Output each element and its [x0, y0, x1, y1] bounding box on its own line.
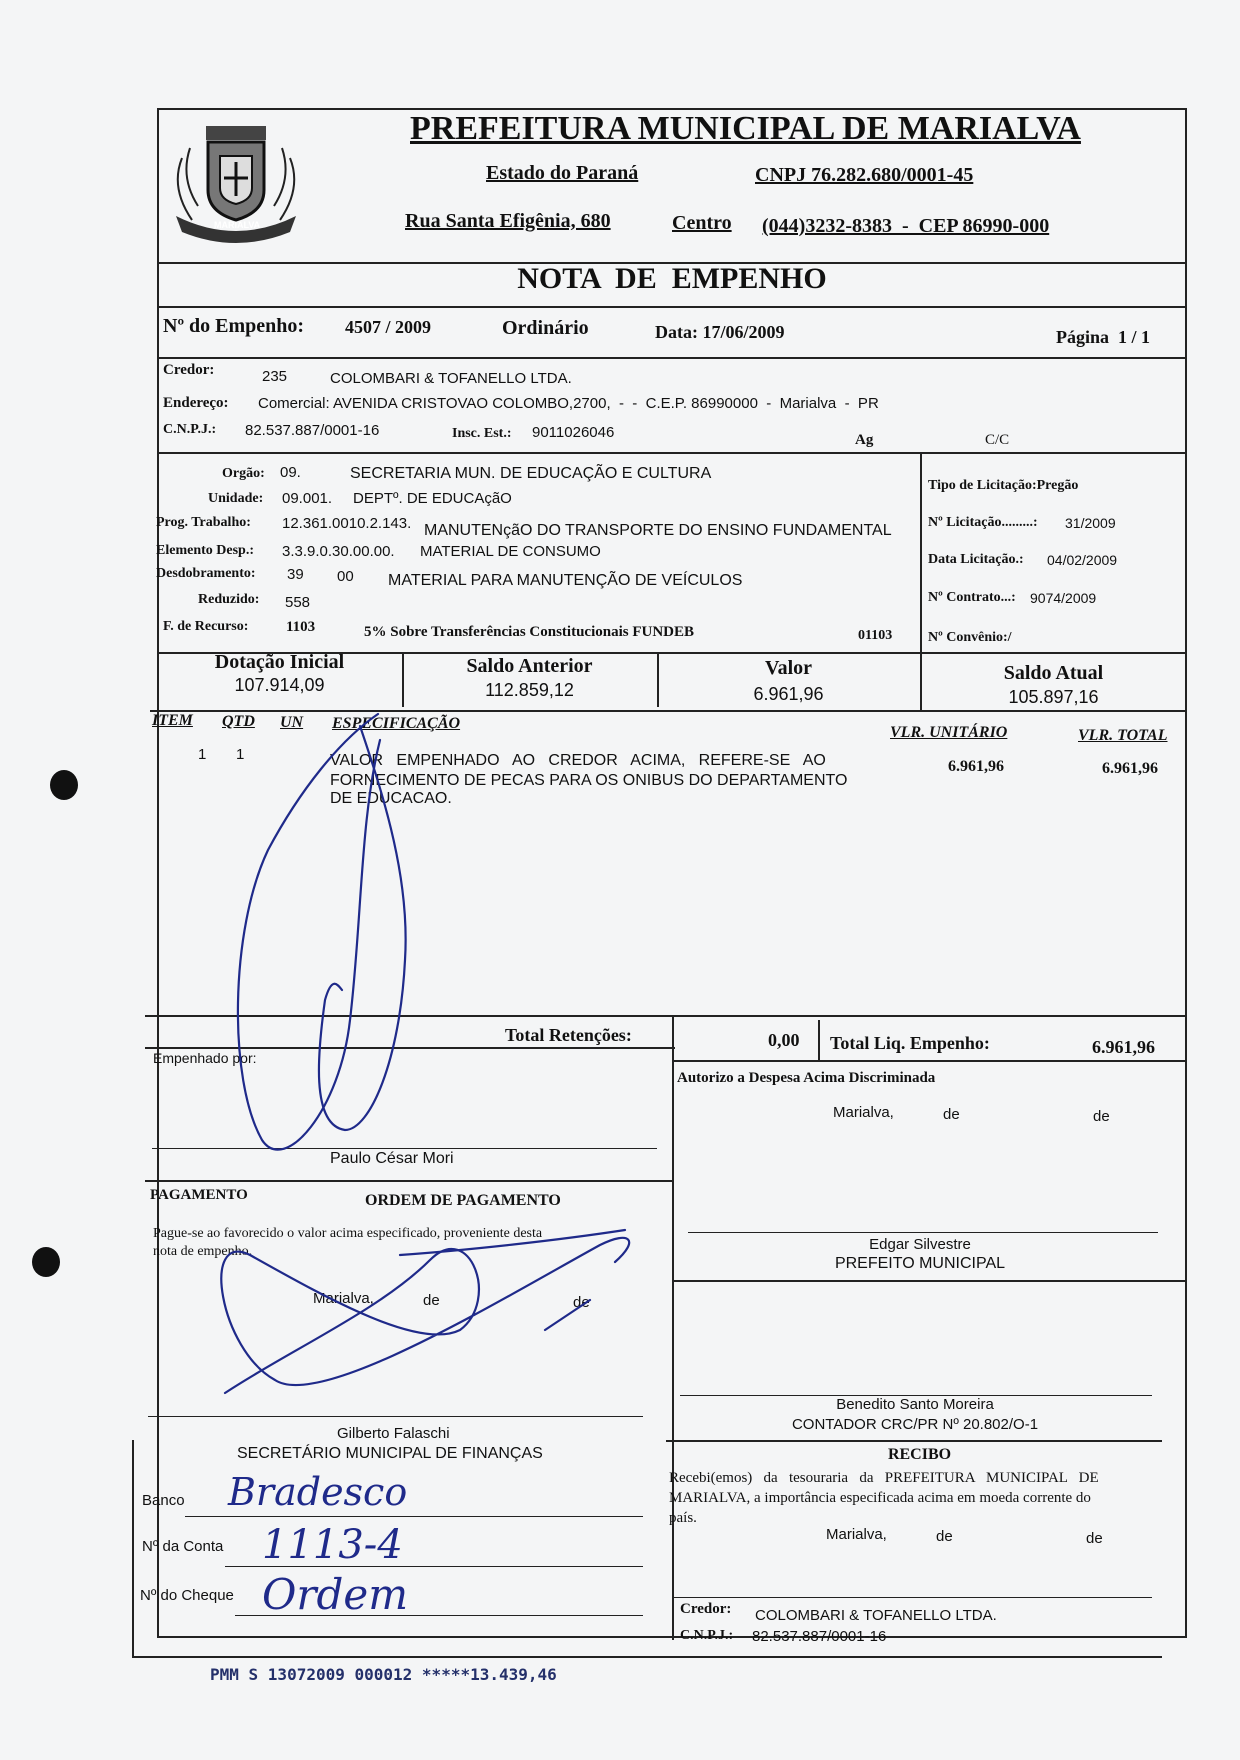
empenho-label: Nº do Empenho:	[163, 315, 305, 337]
aut-marialva: Marialva,	[833, 1104, 894, 1121]
ag-label: Ag	[855, 432, 874, 448]
rec-code: 1103	[286, 619, 316, 635]
footer-stamp: PMM S 13072009 000012 *****13.439,46	[210, 1665, 557, 1684]
banco-label: Banco	[142, 1492, 185, 1509]
liquido-value: 6.961,96	[1092, 1037, 1155, 1057]
seal-text: MARIALVA	[214, 220, 261, 230]
item-desc-2: FORNECIMENTO DE PECAS PARA OS ONIBUS DO DEPARTAMENTO	[330, 772, 848, 789]
col-un: UN	[280, 714, 304, 731]
item-desc-1: VALOR EMPENHADO AO CREDOR ACIMA, REFERE-SE AO	[330, 752, 826, 769]
elem-label: Elemento Desp.:	[156, 543, 254, 558]
rec-label: F. de Recurso:	[163, 619, 249, 634]
retencoes-value: 0,00	[768, 1030, 800, 1050]
header-cnpj: CNPJ 76.282.680/0001-45	[755, 164, 974, 186]
valor-label: Valor	[764, 657, 813, 679]
insc-label: Insc. Est.:	[452, 426, 512, 441]
recibo-marialva: Marialva,	[826, 1526, 887, 1543]
doc-title: NOTA DE EMPENHO	[517, 262, 827, 295]
secretario-role: SECRETÁRIO MUNICIPAL DE FINANÇAS	[237, 1445, 543, 1462]
cheque-label: Nº do Cheque	[140, 1587, 234, 1604]
col-qtd: QTD	[222, 713, 255, 730]
elem-code: 3.3.9.0.30.00.00.	[282, 543, 395, 560]
recibo-credor-label: Credor:	[680, 1601, 732, 1617]
desd-sub: 00	[337, 568, 354, 585]
unidade-name: DEPTº. DE EDUCAçãO	[353, 490, 512, 507]
header-phone-cep: (044)3232-8383 - CEP 86990-000	[762, 215, 1050, 237]
col-total: VLR. TOTAL	[1078, 727, 1168, 744]
cc-label: C/C	[985, 432, 1010, 448]
pag-marialva: Marialva,	[313, 1290, 374, 1307]
valor-value: 6.961,96	[753, 684, 824, 704]
recibo-text-3: país.	[669, 1510, 697, 1526]
elem-name: MATERIAL DE CONSUMO	[420, 543, 601, 560]
unidade-label: Unidade:	[208, 491, 264, 506]
empenhado-por-label: Empenhado por:	[153, 1050, 257, 1066]
header-state: Estado do Paraná	[486, 162, 639, 184]
recibo-cnpj-label: C.N.P.J.:	[680, 1628, 734, 1643]
conta-label: Nº da Conta	[142, 1538, 224, 1555]
empenho-date: Data: 17/06/2009	[655, 322, 785, 342]
dotacao-label: Dotação Inicial	[214, 651, 345, 673]
pag-de-2: de	[573, 1294, 590, 1311]
item-desc-3: DE EDUCACAO.	[330, 790, 452, 807]
prefeito-name: Edgar Silvestre	[869, 1236, 971, 1253]
credor-cnpj-label: C.N.P.J.:	[163, 422, 217, 437]
credor-label: Credor:	[163, 362, 215, 378]
recibo-title: RECIBO	[887, 1446, 952, 1463]
ordem-pagamento-title: ORDEM DE PAGAMENTO	[365, 1192, 561, 1209]
rec-number: 01103	[858, 628, 893, 643]
recibo-de-1: de	[936, 1528, 953, 1545]
aut-de-1: de	[943, 1106, 960, 1123]
pagamento-title: PAGAMENTO	[150, 1187, 248, 1203]
recibo-de-2: de	[1086, 1530, 1103, 1547]
retencoes-label: Total Retenções:	[505, 1025, 632, 1045]
credor-code: 235	[262, 368, 288, 385]
prog-label: Prog. Trabalho:	[156, 515, 251, 530]
header-district: Centro	[672, 212, 732, 234]
licitacao-data-label: Data Licitação.:	[928, 552, 1024, 567]
header-address: Rua Santa Efigênia, 680	[405, 210, 611, 232]
unidade-code: 09.001.	[282, 490, 333, 507]
atual-label: Saldo Atual	[1003, 662, 1104, 684]
licitacao-num-label: Nº Licitação.........:	[928, 515, 1038, 530]
licitacao-tipo: Tipo de Licitação:Pregão	[928, 478, 1079, 493]
aut-de-2: de	[1093, 1108, 1110, 1125]
punch-hole-bottom	[32, 1247, 60, 1277]
contrato-label: Nº Contrato...:	[928, 590, 1016, 605]
licitacao-num: 31/2009	[1065, 515, 1116, 531]
contador-role: CONTADOR CRC/PR Nº 20.802/O-1	[791, 1416, 1039, 1433]
item-unit-value: 6.961,96	[948, 758, 1004, 775]
empenhado-name: Paulo César Mori	[330, 1150, 454, 1167]
desd-label: Desdobramento:	[156, 566, 256, 581]
item-qtd: 1	[236, 746, 245, 763]
desd-name: MATERIAL PARA MANUTENÇÃO DE VEÍCULOS	[388, 572, 743, 589]
credor-address: Comercial: AVENIDA CRISTOVAO COLOMBO,2700, - - C.E.P. 86990000 - Marialva - PR	[258, 395, 879, 412]
pague-text-1: Pague-se ao favorecido o valor acima especificado, proveniente desta	[153, 1226, 543, 1241]
red-label: Reduzido:	[198, 592, 260, 607]
col-unit: VLR. UNITÁRIO	[890, 724, 1008, 741]
handwritten-cheque: Ordem	[262, 1570, 409, 1619]
pag-de-1: de	[423, 1292, 440, 1309]
orgao-code: 09.	[280, 464, 301, 481]
item-total-value: 6.961,96	[1102, 760, 1158, 777]
recibo-text-1: Recebi(emos) da tesouraria da PREFEITURA MUNICIPAL DE	[669, 1470, 1099, 1486]
recibo-credor-name: COLOMBARI & TOFANELLO LTDA.	[755, 1607, 997, 1624]
autorizo-text: Autorizo a Despesa Acima Discriminada	[677, 1070, 936, 1086]
punch-hole-top	[50, 770, 78, 800]
contrato-number: 9074/2009	[1030, 590, 1097, 606]
handwritten-conta: 1113-4	[262, 1522, 403, 1568]
licitacao-data: 04/02/2009	[1047, 552, 1118, 568]
empenho-type: Ordinário	[502, 317, 589, 339]
page-number: Página 1 / 1	[1056, 327, 1151, 347]
handwritten-banco: Bradesco	[228, 1470, 408, 1514]
secretario-name: Gilberto Falaschi	[337, 1425, 450, 1442]
insc-number: 9011026046	[532, 424, 615, 441]
col-espec: ESPECIFICAÇÃO	[332, 715, 461, 732]
liquido-label: Total Liq. Empenho:	[830, 1033, 990, 1053]
credor-name: COLOMBARI & TOFANELLO LTDA.	[330, 370, 572, 387]
coat-of-arms-seal	[162, 98, 310, 246]
orgao-label: Orgão:	[222, 466, 265, 481]
desd-code: 39	[287, 566, 304, 583]
rec-name: 5% Sobre Transferências Constitucionais FUNDEB	[364, 624, 695, 640]
empenho-number: 4507 / 2009	[345, 317, 432, 337]
credor-cnpj: 82.537.887/0001-16	[245, 422, 380, 439]
anterior-value: 112.859,12	[485, 680, 574, 700]
header-title: PREFEITURA MUNICIPAL DE MARIALVA	[410, 110, 1081, 147]
convenio: Nº Convênio:/	[928, 630, 1012, 645]
atual-value: 105.897,16	[1008, 687, 1099, 707]
pague-text-2: nota de empenho.	[153, 1244, 253, 1259]
credor-address-label: Endereço:	[163, 395, 229, 411]
prog-name: MANUTENçãO DO TRANSPORTE DO ENSINO FUNDAMENTAL	[424, 522, 892, 539]
recibo-cnpj: 82.537.887/0001-16	[752, 1628, 887, 1645]
contador-name: Benedito Santo Moreira	[836, 1396, 994, 1413]
dotacao-value: 107.914,09	[234, 675, 325, 695]
orgao-name: SECRETARIA MUN. DE EDUCAÇÃO E CULTURA	[350, 465, 712, 482]
item-number: 1	[198, 746, 207, 763]
col-item: ITEM	[152, 712, 193, 729]
prog-code: 12.361.0010.2.143.	[282, 515, 412, 532]
red-number: 558	[285, 594, 311, 611]
prefeito-role: PREFEITO MUNICIPAL	[834, 1255, 1006, 1272]
recibo-text-2: MARIALVA, a importância especificada acima em moeda corrente do	[669, 1490, 1091, 1506]
anterior-label: Saldo Anterior	[466, 655, 593, 677]
